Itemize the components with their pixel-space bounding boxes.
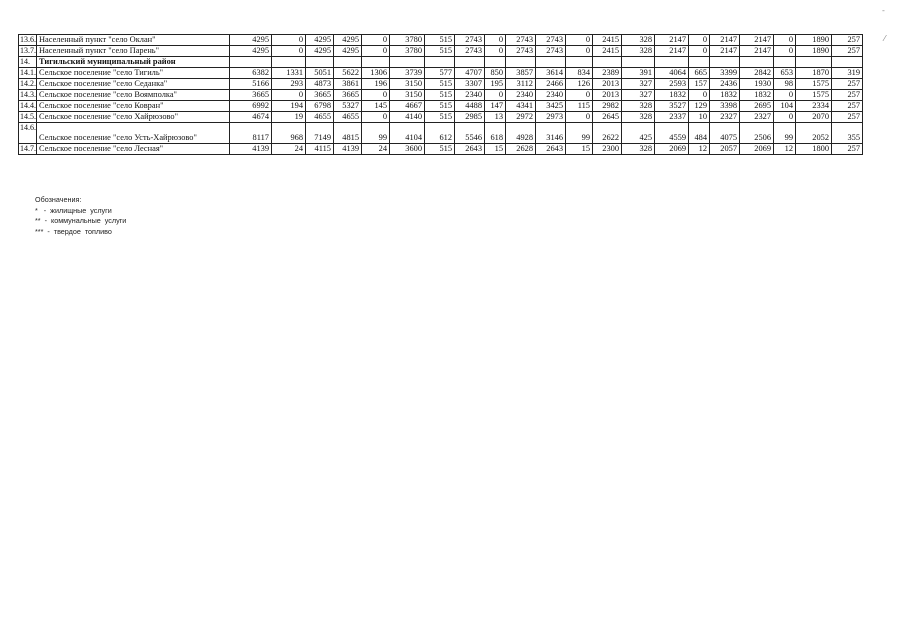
value-cell	[710, 57, 740, 68]
value-cell: 3425	[536, 101, 566, 112]
value-cell: 0	[485, 90, 506, 101]
table-row	[19, 79, 863, 90]
row-number: 14.4.	[20, 101, 36, 110]
value-cell: 0	[272, 35, 306, 46]
value-cell: 4655	[306, 112, 334, 123]
value-cell: 515	[425, 46, 455, 57]
value-cell	[740, 57, 774, 68]
value-cell: 129	[689, 101, 710, 112]
value-cell: 3150	[390, 79, 425, 90]
settlement-name: Сельское поселение "село Седанка"	[37, 79, 230, 90]
value-cell: 425	[622, 123, 655, 144]
value-cell: 2147	[740, 46, 774, 57]
value-cell: 0	[774, 112, 796, 123]
value-cell: 2743	[536, 35, 566, 46]
value-cell: 147	[485, 101, 506, 112]
value-cell: 2389	[593, 68, 622, 79]
value-cell: 2057	[710, 144, 740, 155]
value-cell: 328	[622, 35, 655, 46]
value-cell	[425, 57, 455, 68]
settlement-name: Сельское поселение "село Хайрюзово"	[37, 112, 230, 123]
value-cell: 4104	[390, 123, 425, 144]
value-cell: 4075	[710, 123, 740, 144]
value-cell: 145	[362, 101, 390, 112]
value-cell: 196	[362, 79, 390, 90]
value-cell: 99	[774, 123, 796, 144]
value-cell: 13	[485, 112, 506, 123]
row-number: 13.7.	[20, 46, 36, 55]
value-cell: 99	[566, 123, 593, 144]
value-cell: 3665	[306, 90, 334, 101]
value-cell: 328	[622, 144, 655, 155]
value-cell: 2436	[710, 79, 740, 90]
value-cell: 328	[622, 101, 655, 112]
value-cell: 968	[272, 123, 306, 144]
value-cell: 12	[689, 144, 710, 155]
value-cell: 1306	[362, 68, 390, 79]
value-cell: 2334	[796, 101, 832, 112]
value-cell	[455, 57, 485, 68]
value-cell: 2327	[740, 112, 774, 123]
value-cell: 834	[566, 68, 593, 79]
value-cell: 1890	[796, 46, 832, 57]
table-row	[19, 101, 863, 112]
value-cell: 2052	[796, 123, 832, 144]
value-cell: 2147	[655, 46, 689, 57]
value-cell: 355	[832, 123, 863, 144]
value-cell: 391	[622, 68, 655, 79]
table-row	[19, 90, 863, 101]
value-cell: 618	[485, 123, 506, 144]
settlement-name: Населенный пункт "село Парень"	[37, 46, 230, 57]
settlement-name: Сельское поселение "село Лесная"	[37, 144, 230, 155]
value-cell	[536, 57, 566, 68]
value-cell: 2985	[455, 112, 485, 123]
value-cell: 4295	[334, 35, 362, 46]
table-row	[19, 112, 863, 123]
value-cell: 515	[425, 112, 455, 123]
value-cell: 3307	[455, 79, 485, 90]
value-cell: 99	[362, 123, 390, 144]
value-cell: 1832	[655, 90, 689, 101]
value-cell: 4655	[334, 112, 362, 123]
value-cell: 7149	[306, 123, 334, 144]
value-cell: 293	[272, 79, 306, 90]
value-cell: 2415	[593, 35, 622, 46]
value-cell: 15	[485, 144, 506, 155]
scan-mark-top: -	[882, 6, 885, 15]
value-cell: 4295	[230, 35, 272, 46]
row-number: 14.3.	[20, 90, 36, 99]
value-cell: 2069	[655, 144, 689, 155]
value-cell: 0	[774, 35, 796, 46]
value-cell: 2013	[593, 90, 622, 101]
value-cell: 327	[622, 90, 655, 101]
value-cell	[796, 57, 832, 68]
value-cell: 4928	[506, 123, 536, 144]
row-number: 14.	[19, 57, 37, 68]
value-cell: 6798	[306, 101, 334, 112]
value-cell: 4295	[334, 46, 362, 57]
value-cell: 4140	[390, 112, 425, 123]
value-cell: 2593	[655, 79, 689, 90]
value-cell: 4667	[390, 101, 425, 112]
value-cell: 328	[622, 46, 655, 57]
value-cell: 4139	[230, 144, 272, 155]
value-cell: 2842	[740, 68, 774, 79]
value-cell: 257	[832, 79, 863, 90]
legend-title: Обозначения:	[35, 195, 82, 204]
value-cell: 0	[566, 90, 593, 101]
value-cell: 0	[272, 46, 306, 57]
row-number: 14.6.	[19, 123, 37, 144]
value-cell: 1832	[710, 90, 740, 101]
value-cell: 2415	[593, 46, 622, 57]
value-cell: 4295	[306, 35, 334, 46]
value-cell	[593, 57, 622, 68]
value-cell: 328	[622, 112, 655, 123]
value-cell: 1331	[272, 68, 306, 79]
value-cell: 0	[689, 46, 710, 57]
table-row	[19, 46, 863, 57]
value-cell: 2340	[455, 90, 485, 101]
value-cell: 1890	[796, 35, 832, 46]
value-cell	[272, 57, 306, 68]
value-cell: 2147	[655, 35, 689, 46]
value-cell	[622, 57, 655, 68]
value-cell: 5166	[230, 79, 272, 90]
value-cell: 1575	[796, 90, 832, 101]
value-cell: 6382	[230, 68, 272, 79]
value-cell: 4873	[306, 79, 334, 90]
value-cell	[390, 57, 425, 68]
value-cell: 5546	[455, 123, 485, 144]
value-cell	[655, 57, 689, 68]
value-cell	[506, 57, 536, 68]
row-number: 14.1.	[20, 68, 36, 77]
table-row	[19, 123, 863, 144]
value-cell: 0	[485, 35, 506, 46]
value-cell: 2982	[593, 101, 622, 112]
value-cell	[566, 57, 593, 68]
value-cell: 2506	[740, 123, 774, 144]
value-cell: 612	[425, 123, 455, 144]
value-cell: 3527	[655, 101, 689, 112]
value-cell: 2070	[796, 112, 832, 123]
tariff-table	[18, 34, 863, 155]
row-number: 14.5.	[20, 112, 36, 121]
value-cell: 3600	[390, 144, 425, 155]
legend	[35, 195, 126, 237]
value-cell: 15	[566, 144, 593, 155]
value-cell: 3399	[710, 68, 740, 79]
value-cell: 4341	[506, 101, 536, 112]
value-cell: 3150	[390, 90, 425, 101]
value-cell: 2147	[710, 35, 740, 46]
settlement-name: Сельское поселение "село Усть-Хайрюзово"	[37, 123, 230, 144]
value-cell: 515	[425, 79, 455, 90]
legend-item-communal: ** - коммунальные услуги	[35, 216, 127, 225]
value-cell: 2340	[536, 90, 566, 101]
value-cell: 4295	[306, 46, 334, 57]
value-cell: 0	[272, 90, 306, 101]
value-cell: 0	[566, 46, 593, 57]
value-cell: 257	[832, 144, 863, 155]
value-cell: 257	[832, 46, 863, 57]
value-cell: 2147	[740, 35, 774, 46]
value-cell: 2300	[593, 144, 622, 155]
value-cell: 2743	[506, 46, 536, 57]
value-cell: 98	[774, 79, 796, 90]
value-cell: 515	[425, 101, 455, 112]
value-cell: 577	[425, 68, 455, 79]
row-number: 13.6.	[20, 35, 36, 44]
value-cell: 3398	[710, 101, 740, 112]
value-cell: 0	[689, 90, 710, 101]
value-cell: 515	[425, 144, 455, 155]
value-cell: 2013	[593, 79, 622, 90]
table-row	[19, 68, 863, 79]
value-cell: 3780	[390, 46, 425, 57]
value-cell: 850	[485, 68, 506, 79]
value-cell: 3780	[390, 35, 425, 46]
scan-mark-right: ⁄	[884, 34, 886, 43]
row-number: 14.2.	[20, 79, 36, 88]
value-cell: 3665	[334, 90, 362, 101]
value-cell: 1832	[740, 90, 774, 101]
value-cell: 0	[566, 35, 593, 46]
settlement-name: Сельское поселение "село Тигиль"	[37, 68, 230, 79]
value-cell: 10	[689, 112, 710, 123]
value-cell: 24	[272, 144, 306, 155]
value-cell: 653	[774, 68, 796, 79]
value-cell: 2743	[506, 35, 536, 46]
value-cell: 2643	[455, 144, 485, 155]
settlement-name: Сельское поселение "село Ковран"	[37, 101, 230, 112]
settlement-name: Населенный пункт "село Оклан"	[37, 35, 230, 46]
value-cell: 327	[622, 79, 655, 90]
value-cell: 4707	[455, 68, 485, 79]
row-number: 14.7.	[20, 144, 36, 153]
value-cell: 0	[362, 112, 390, 123]
value-cell	[485, 57, 506, 68]
value-cell: 4295	[230, 46, 272, 57]
value-cell: 2643	[536, 144, 566, 155]
value-cell: 1800	[796, 144, 832, 155]
value-cell: 8117	[230, 123, 272, 144]
value-cell	[362, 57, 390, 68]
value-cell: 2466	[536, 79, 566, 90]
value-cell: 104	[774, 101, 796, 112]
value-cell: 0	[689, 35, 710, 46]
value-cell: 126	[566, 79, 593, 90]
value-cell: 2743	[455, 46, 485, 57]
value-cell: 2327	[710, 112, 740, 123]
value-cell	[334, 57, 362, 68]
value-cell: 3857	[506, 68, 536, 79]
value-cell: 1870	[796, 68, 832, 79]
value-cell	[689, 57, 710, 68]
value-cell: 0	[362, 35, 390, 46]
value-cell: 484	[689, 123, 710, 144]
value-cell: 0	[566, 112, 593, 123]
value-cell: 257	[832, 35, 863, 46]
value-cell: 1930	[740, 79, 774, 90]
settlement-name: Сельское поселение "село Воямполка"	[37, 90, 230, 101]
value-cell: 157	[689, 79, 710, 90]
value-cell: 195	[485, 79, 506, 90]
value-cell: 4115	[306, 144, 334, 155]
value-cell: 5327	[334, 101, 362, 112]
value-cell	[230, 57, 272, 68]
data-sheet	[18, 34, 863, 155]
value-cell: 3739	[390, 68, 425, 79]
value-cell: 2972	[506, 112, 536, 123]
value-cell: 0	[362, 90, 390, 101]
table-row	[19, 144, 863, 155]
value-cell: 257	[832, 112, 863, 123]
value-cell: 2147	[710, 46, 740, 57]
value-cell: 3614	[536, 68, 566, 79]
value-cell: 3665	[230, 90, 272, 101]
value-cell: 5622	[334, 68, 362, 79]
value-cell	[774, 57, 796, 68]
value-cell: 2337	[655, 112, 689, 123]
value-cell: 257	[832, 90, 863, 101]
value-cell: 2743	[455, 35, 485, 46]
value-cell: 665	[689, 68, 710, 79]
value-cell: 0	[485, 46, 506, 57]
value-cell: 4488	[455, 101, 485, 112]
value-cell: 2695	[740, 101, 774, 112]
value-cell: 24	[362, 144, 390, 155]
value-cell: 2973	[536, 112, 566, 123]
legend-item-fuel: *** - твердое топливо	[35, 226, 112, 236]
value-cell: 4139	[334, 144, 362, 155]
value-cell: 2743	[536, 46, 566, 57]
value-cell: 4815	[334, 123, 362, 144]
value-cell: 319	[832, 68, 863, 79]
settlement-name: Тигильский муниципальный район	[37, 57, 230, 68]
value-cell: 515	[425, 35, 455, 46]
value-cell: 3146	[536, 123, 566, 144]
value-cell: 6992	[230, 101, 272, 112]
value-cell	[832, 57, 863, 68]
value-cell: 115	[566, 101, 593, 112]
value-cell: 0	[774, 90, 796, 101]
value-cell: 2622	[593, 123, 622, 144]
table-row	[19, 57, 863, 68]
value-cell: 0	[362, 46, 390, 57]
value-cell: 2645	[593, 112, 622, 123]
value-cell: 12	[774, 144, 796, 155]
value-cell: 515	[425, 90, 455, 101]
legend-item-housing: * - жилищные услуги	[35, 205, 112, 215]
value-cell	[306, 57, 334, 68]
value-cell: 3112	[506, 79, 536, 90]
value-cell: 5051	[306, 68, 334, 79]
value-cell: 19	[272, 112, 306, 123]
value-cell: 0	[774, 46, 796, 57]
value-cell: 2340	[506, 90, 536, 101]
value-cell: 4674	[230, 112, 272, 123]
value-cell: 4064	[655, 68, 689, 79]
value-cell: 1575	[796, 79, 832, 90]
value-cell: 2069	[740, 144, 774, 155]
value-cell: 3861	[334, 79, 362, 90]
table-row	[19, 35, 863, 46]
value-cell: 257	[832, 101, 863, 112]
value-cell: 194	[272, 101, 306, 112]
value-cell: 2628	[506, 144, 536, 155]
value-cell: 4559	[655, 123, 689, 144]
